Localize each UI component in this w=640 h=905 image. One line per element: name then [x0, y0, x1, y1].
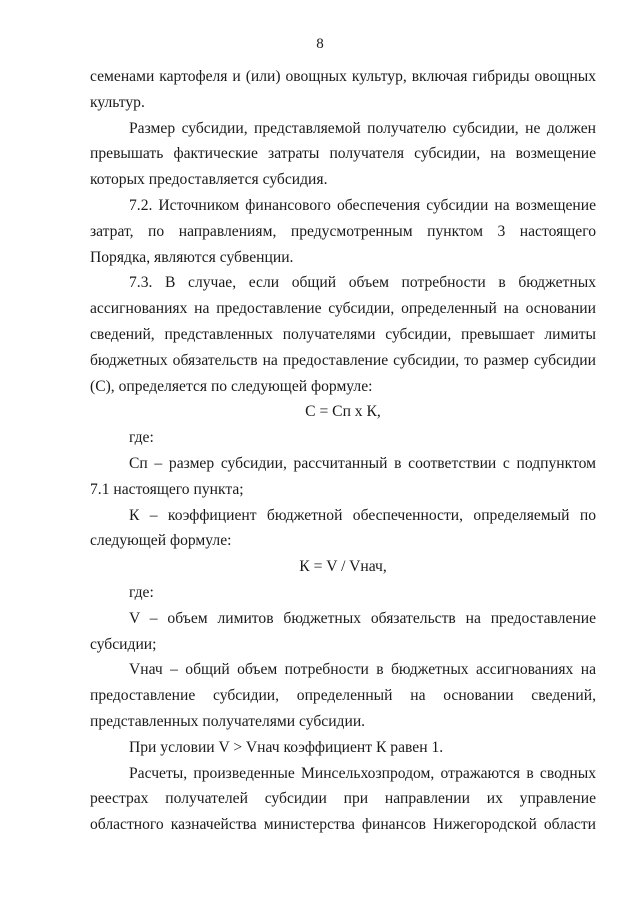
definition-k: К – коэффициент бюджетной обеспеченности, определяемый по следующей формуле:: [90, 506, 596, 550]
formula-coefficient: К = V / Vнач,: [299, 558, 387, 576]
document-body: [90, 64, 596, 838]
page-number: 8: [316, 36, 324, 52]
definition-vnach: Vнач – общий объем потребности в бюджетных ассигнованиях на предоставление субсидии, определенный на основании сведений, представленных получателями субсидии.: [90, 661, 596, 730]
paragraph-continuation: семенами картофеля и (или) овощных культур, включая гибриды овощных культур.: [90, 68, 596, 111]
paragraph-subsidy-size: Размер субсидии, представляемой получателю субсидии, не должен превышать фактические затраты получателя субсидии, на возмещение которых предоставляется субсидия.: [90, 119, 596, 189]
formula-subsidy: С = Сп х К,: [305, 403, 381, 421]
where-label: где:: [129, 429, 154, 447]
definition-v: V – объем лимитов бюджетных обязательств на предоставление субсидии;: [90, 609, 596, 653]
paragraph-7-2: 7.2. Источником финансового обеспечения субсидии на возмещение затрат, по направлениям, предусмотренным пунктом 3 настоящего Порядка, являются субвенции.: [90, 196, 596, 266]
paragraph-calculations: Расчеты, произведенные Минсельхозпродом, отражаются в сводных реестрах получателей субсидии при направлении их управление областного казначейства министерства финансов Нижегородской области: [90, 764, 596, 834]
paragraph-7-3: 7.3. В случае, если общий объем потребности в бюджетных ассигнованиях на предоставление субсидии, определенный на основании сведений, представленных получателями субсидии, превышает лимиты бюджетных обязательств на предоставление субсидии, то размер субсидии (С), определяется по следующей формуле:: [90, 274, 596, 395]
paragraph-condition: При условии V > Vнач коэффициент К равен 1.: [129, 738, 444, 756]
where-label: где:: [129, 583, 154, 601]
definition-sp: Сп – размер субсидии, рассчитанный в соответствии с подпунктом 7.1 настоящего пункта;: [90, 454, 596, 498]
